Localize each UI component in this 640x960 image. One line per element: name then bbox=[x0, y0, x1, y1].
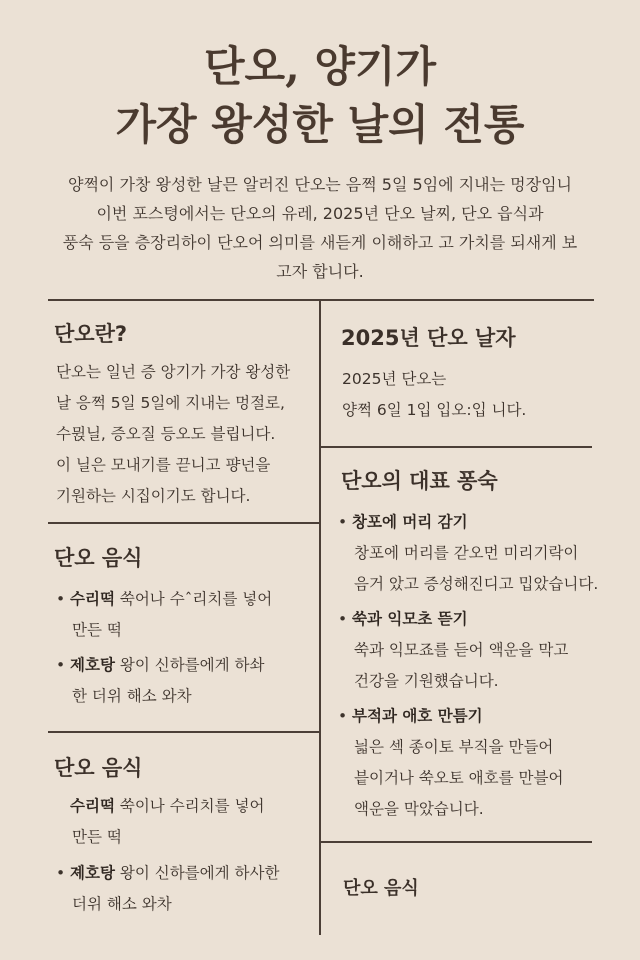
item-name: 쑥과 익모초 뜯기 bbox=[352, 610, 468, 628]
item-name: 수리떡 bbox=[70, 590, 115, 608]
section-body-2025-date bbox=[342, 364, 526, 426]
item-desc: 건강을 기원헀습니다. bbox=[354, 672, 499, 690]
item-desc: 븥이거나 쑥오토 애호를 만블어 bbox=[354, 769, 564, 787]
intro-line: 고자 합니다. bbox=[276, 262, 364, 281]
item-desc: 쑥이나 수리치를 넣어 bbox=[114, 797, 265, 815]
bullet: • bbox=[56, 656, 66, 674]
divider-left-1 bbox=[48, 522, 320, 524]
bullet: • bbox=[56, 590, 66, 608]
list-item bbox=[56, 858, 279, 920]
list-item bbox=[56, 584, 272, 646]
body-line: 이 닐은 모내기를 끋니고 퍙넌을 bbox=[56, 456, 271, 474]
bullet: • bbox=[56, 864, 66, 882]
divider-left-2 bbox=[48, 731, 320, 733]
list-item bbox=[338, 507, 598, 600]
list-item bbox=[56, 791, 264, 853]
bullet: • bbox=[338, 610, 348, 628]
body-line: 2025년 단오는 bbox=[342, 370, 447, 388]
body-line: 단오는 일넌 증 앙기가 가장 왕성한 bbox=[56, 363, 291, 381]
item-name: 수리떡 bbox=[70, 797, 115, 815]
divider-center bbox=[319, 299, 321, 935]
bullet: • bbox=[338, 513, 348, 531]
body-line: 수뮍닐, 증오질 등오도 블립니다. bbox=[56, 425, 276, 443]
body-line: 날 응쩍 5일 5일에 지내는 멍절로, bbox=[56, 394, 285, 412]
page-title bbox=[0, 38, 640, 154]
item-desc: 왕이 신하를에게 하사한 bbox=[114, 864, 280, 882]
list-item bbox=[56, 650, 264, 712]
list-item bbox=[338, 701, 563, 825]
section-body-what-is-dano bbox=[56, 357, 290, 512]
intro-paragraph bbox=[40, 170, 600, 286]
section-heading-customs: 단오의 대표 퐁숙 bbox=[341, 469, 498, 493]
intro-line: 양쩍이 가창 왕성한 날믄 알러진 단오는 음쩍 5일 5임에 지내는 멍장임니 bbox=[68, 175, 572, 194]
item-desc-cont: 더위 해소 와차 bbox=[72, 895, 172, 913]
bullet: • bbox=[338, 707, 348, 725]
section-heading-2025-date: 2025년 단오 날자 bbox=[341, 326, 516, 350]
item-desc-cont: 만든 떡 bbox=[72, 828, 122, 846]
section-heading-food-1: 단오 음식 bbox=[54, 546, 143, 570]
item-desc: 쑥과 익모죠를 듣어 액운을 막고 bbox=[354, 641, 569, 659]
item-desc: 창포에 머리를 갇오먼 미리기락이 bbox=[354, 544, 579, 562]
intro-line: 이번 포스텽에서는 단오의 유레, 2025년 단오 날찌, 단오 읍식과 bbox=[96, 204, 544, 223]
item-name: 창포에 머리 감기 bbox=[352, 513, 468, 531]
item-desc: 음거 았고 증성해진디고 밉았습니다. bbox=[354, 575, 599, 593]
item-desc-cont: 한 더위 해소 와차 bbox=[72, 687, 192, 705]
title-line-2: 가장 왕성한 날의 전통 bbox=[115, 100, 525, 149]
divider-top bbox=[48, 299, 594, 301]
divider-right-1 bbox=[320, 446, 592, 448]
section-heading-food-2: 단오 음식 bbox=[54, 756, 143, 780]
item-name: 졔호탕 bbox=[70, 864, 115, 882]
body-line: 기원하는 시집이기도 합니다. bbox=[56, 487, 251, 505]
item-desc: 쑥어나 수ˆ리치를 넣어 bbox=[114, 590, 273, 608]
intro-line: 풍숙 등을 층장리하이 단오어 의미를 새듣게 이해하고 고 가치를 되새게 보 bbox=[62, 233, 578, 252]
list-item bbox=[338, 604, 568, 697]
section-heading-food-3: 단오 음식 bbox=[343, 878, 419, 899]
section-heading-what-is-dano: 단오란? bbox=[54, 322, 128, 346]
item-name: 제호탕 bbox=[70, 656, 115, 674]
item-desc: 늷은 섹 종이토 부직을 만들어 bbox=[354, 738, 554, 756]
title-line-1: 단오, 양기가 bbox=[203, 42, 437, 91]
item-desc: 왕이 신하를에게 하솨 bbox=[114, 656, 265, 674]
item-desc: 액운을 막았습니다. bbox=[354, 800, 484, 818]
body-line: 양쩍 6일 1입 입오:입 니다. bbox=[342, 401, 527, 419]
divider-right-2 bbox=[320, 841, 592, 843]
item-name: 부적과 애호 만틈기 bbox=[352, 707, 483, 725]
item-desc-cont: 만든 떡 bbox=[72, 621, 122, 639]
